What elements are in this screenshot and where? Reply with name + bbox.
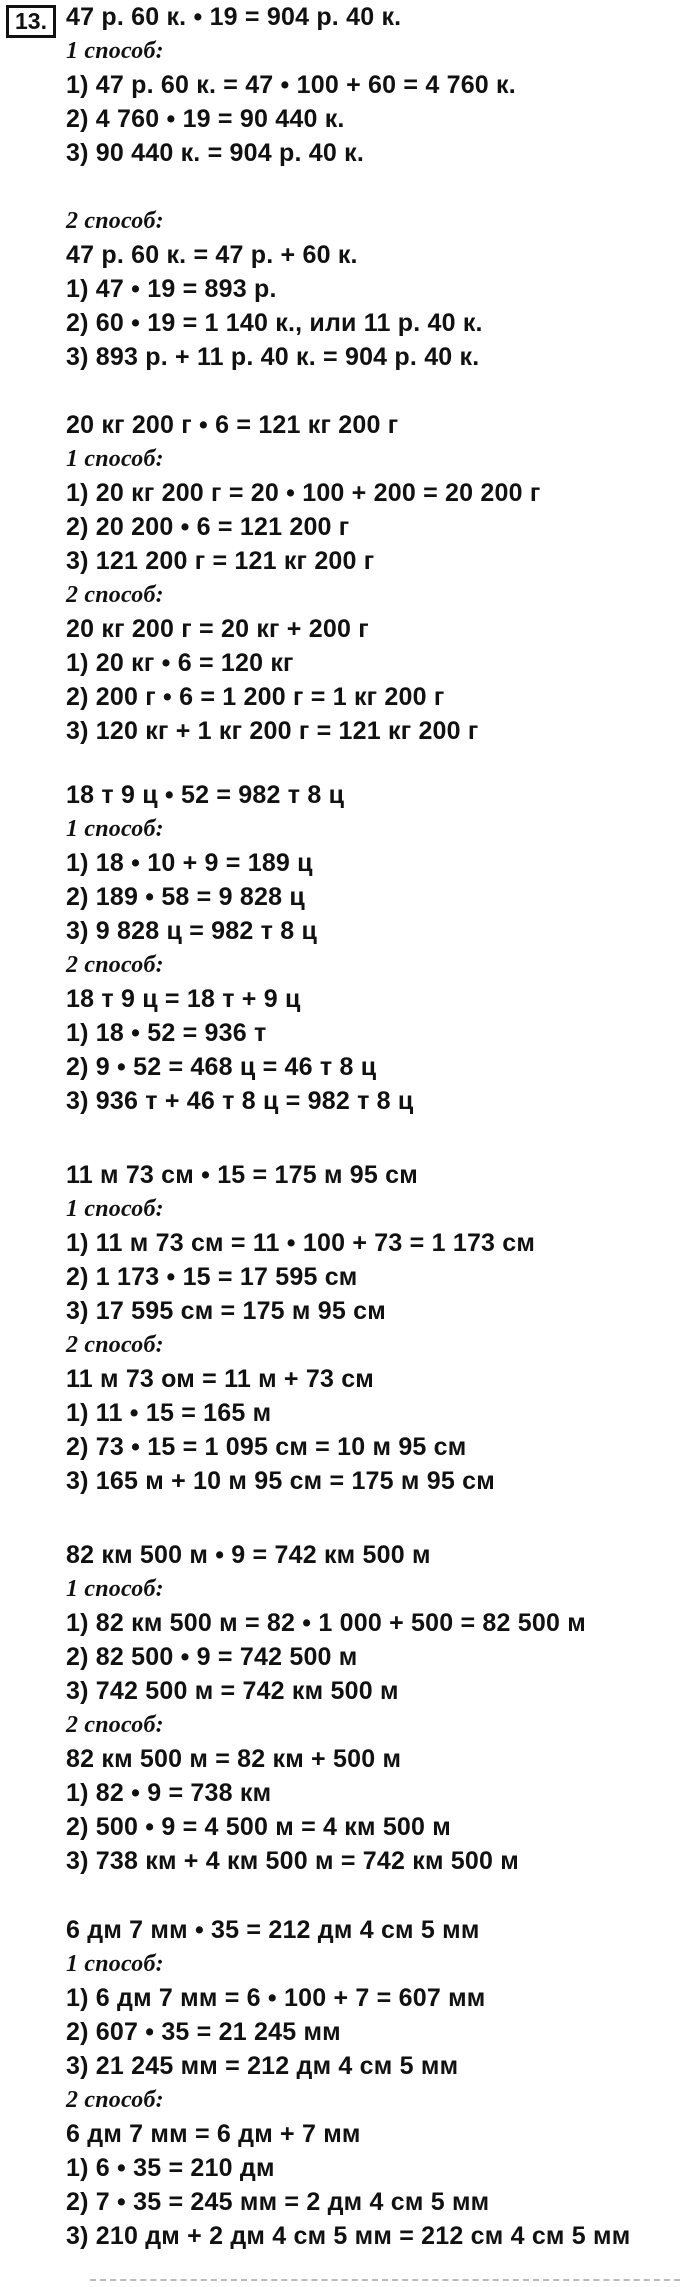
solution-step: 3) 210 дм + 2 дм 4 см 5 мм = 212 см 4 см 5 мм [66,2222,631,2250]
method-heading: 2 способ: [66,582,164,608]
solution-step: 1) 82 • 9 = 738 км [66,1779,272,1807]
solution-step: 1) 11 м 73 см = 11 • 100 + 73 = 1 173 см [66,1229,536,1257]
method-heading: 1 способ: [66,1576,164,1602]
method-heading: 2 способ: [66,208,164,234]
expression-line: 6 дм 7 мм • 35 = 212 дм 4 см 5 мм [66,1916,480,1944]
method-heading: 1 способ: [66,38,164,64]
expression-line: 11 м 73 см • 15 = 175 м 95 см [66,1161,418,1189]
method-heading: 2 способ: [66,952,164,978]
solution-step: 3) 893 р. + 11 р. 40 к. = 904 р. 40 к. [66,343,480,371]
solution-step: 3) 738 км + 4 км 500 м = 742 км 500 м [66,1847,519,1875]
solution-step: 1) 20 кг 200 г = 20 • 100 + 200 = 20 200 г [66,479,541,507]
bottom-divider [90,2279,680,2281]
solution-step: 2) 500 • 9 = 4 500 м = 4 км 500 м [66,1813,451,1841]
solution-step: 3) 742 500 м = 742 км 500 м [66,1677,399,1705]
solution-step: 2) 7 • 35 = 245 мм = 2 дм 4 см 5 мм [66,2188,490,2216]
solution-step: 2) 1 173 • 15 = 17 595 см [66,1263,358,1291]
solution-step: 2) 4 760 • 19 = 90 440 к. [66,105,345,133]
solution-step: 3) 936 т + 46 т 8 ц = 982 т 8 ц [66,1087,414,1115]
expression-line: 20 кг 200 г • 6 = 121 кг 200 г [66,411,399,439]
solution-step: 1) 18 • 10 + 9 = 189 ц [66,849,313,877]
method-heading: 1 способ: [66,446,164,472]
method-heading: 1 способ: [66,816,164,842]
solution-step: 3) 9 828 ц = 982 т 8 ц [66,917,318,945]
solution-step: 1) 20 кг • 6 = 120 кг [66,649,294,677]
solution-step: 3) 121 200 г = 121 кг 200 г [66,547,375,575]
solution-step: 3) 21 245 мм = 212 дм 4 см 5 мм [66,2052,459,2080]
solution-step: 18 т 9 ц = 18 т + 9 ц [66,985,301,1013]
solution-step: 82 км 500 м = 82 км + 500 м [66,1745,402,1773]
solution-step: 1) 6 • 35 = 210 дм [66,2154,275,2182]
problem-number-badge: 13. [6,5,56,38]
solution-step: 1) 6 дм 7 мм = 6 • 100 + 7 = 607 мм [66,1984,486,2012]
solution-step: 2) 607 • 35 = 21 245 мм [66,2018,341,2046]
method-heading: 2 способ: [66,1332,164,1358]
solution-step: 2) 200 г • 6 = 1 200 г = 1 кг 200 г [66,683,445,711]
solution-step: 47 р. 60 к. = 47 р. + 60 к. [66,241,358,269]
method-heading: 1 способ: [66,1951,164,1977]
solution-step: 3) 17 595 см = 175 м 95 см [66,1297,386,1325]
solution-step: 2) 9 • 52 = 468 ц = 46 т 8 ц [66,1053,377,1081]
solution-step: 3) 120 кг + 1 кг 200 г = 121 кг 200 г [66,717,479,745]
expression-line: 18 т 9 ц • 52 = 982 т 8 ц [66,781,345,809]
expression-line: 82 км 500 м • 9 = 742 км 500 м [66,1541,431,1569]
solution-step: 3) 90 440 к. = 904 р. 40 к. [66,139,364,167]
solution-step: 20 кг 200 г = 20 кг + 200 г [66,615,369,643]
solution-step: 3) 165 м + 10 м 95 см = 175 м 95 см [66,1467,495,1495]
method-heading: 2 способ: [66,1712,164,1738]
solution-step: 1) 47 р. 60 к. = 47 • 100 + 60 = 4 760 к. [66,71,516,99]
solution-step: 6 дм 7 мм = 6 дм + 7 мм [66,2120,361,2148]
expression-line: 47 р. 60 к. • 19 = 904 р. 40 к. [66,3,402,31]
method-heading: 1 способ: [66,1196,164,1222]
solution-step: 1) 47 • 19 = 893 р. [66,275,277,303]
solution-step: 1) 18 • 52 = 936 т [66,1019,267,1047]
solution-step: 1) 82 км 500 м = 82 • 1 000 + 500 = 82 500 м [66,1609,586,1637]
solution-step: 2) 82 500 • 9 = 742 500 м [66,1643,358,1671]
solution-step: 1) 11 • 15 = 165 м [66,1399,272,1427]
solution-step: 11 м 73 ом = 11 м + 73 см [66,1365,375,1393]
solution-step: 2) 60 • 19 = 1 140 к., или 11 р. 40 к. [66,309,483,337]
solution-step: 2) 20 200 • 6 = 121 200 г [66,513,350,541]
solution-step: 2) 73 • 15 = 1 095 см = 10 м 95 см [66,1433,467,1461]
method-heading: 2 способ: [66,2087,164,2113]
solution-step: 2) 189 • 58 = 9 828 ц [66,883,305,911]
